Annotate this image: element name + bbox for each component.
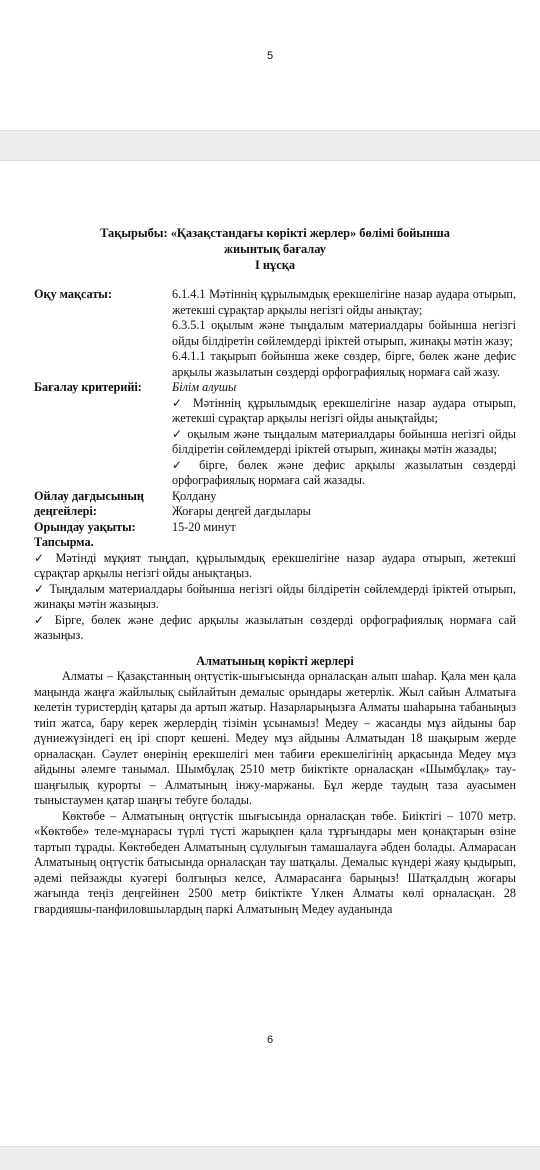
duration-label: Орындау уақыты: xyxy=(34,519,136,534)
duration-value: 15-20 минут xyxy=(172,519,236,534)
passage-paragraph: Көктөбе – Алматының оңтүстік шығысында орналасқан төбе. Биіктігі – 1070 метр. «Көктөбе» теле-мұнарасы түрлі түсті жарықпен қала тұрғындары мен қонақтарын өзіне тартып тұрады. Көктөбеден Алматының сұлулығын тамашалауға әбден болады. Алмарасан Алматының оңтүстік батысында орналасқан тау шатқалы. Демалыс күндері жаяу қыдырып, әдемі пейзажды куәгері болғыңыз келсе, Алмарасанға барыңыз! Шатқалдың жоғары жағында теңіз деңгейінен 2500 метр биіктікте Үлкен Алматы көлі орналасқан. 28 гвардияшы-панфиловшылардың паркі Алматының Медеу ауданында xyxy=(34,808,516,916)
thinking-level-value: Қолдану xyxy=(172,488,217,503)
learning-goal-item: 6.3.5.1 оқылым және тыңдалым материалдары бойынша негізгі ойды білдіретін сөйлемдерді іріктей отырып, жинақы мәтін жазу; xyxy=(172,318,516,348)
criteria-item: ✓ оқылым және тыңдалым материалдары бойынша негізгі ойды білдіретін сөйлемдерді іріктей отырып, жинақы мәтін жазады; xyxy=(172,426,516,456)
title-line-3: І нұсқа xyxy=(254,258,296,272)
thinking-level-value: Жоғары деңгей дағдылары xyxy=(172,504,311,518)
thinking-levels-row xyxy=(34,489,516,520)
thinking-levels-values xyxy=(172,489,516,520)
thinking-levels-label-line-1: Ойлау дағдысының xyxy=(34,488,144,503)
previous-page xyxy=(0,0,540,131)
learning-goal-item: 6.4.1.1 тақырып бойынша жеке сөздер, бірге, бөлек және дефис арқылы жазылатын сөздерді орфографиялық нормаға сай жазу. xyxy=(172,349,516,379)
task-item: ✓ Тыңдалым материалдары бойынша негізгі ойды білдіретін сөйлемдерді іріктей отырып, жинақы мәтін жазыңыз. xyxy=(34,581,516,611)
thinking-levels-label xyxy=(34,489,172,520)
criteria-list xyxy=(172,380,516,489)
page-content xyxy=(34,161,516,917)
learning-goals-list xyxy=(172,287,516,380)
task-label: Тапсырма. xyxy=(34,535,94,549)
task-item: ✓ Мәтінді мұқият тыңдап, құрылымдық ерекшелігіне назар аудара отырып, жетекші сұрақтар арқылы негізгі ойды анықтаңыз. xyxy=(34,550,516,580)
learning-goals-label: Оқу мақсаты: xyxy=(34,287,112,301)
criteria-item: ✓ Мәтіннің құрылымдық ерекшелігіне назар аудара отырып, жетекші сұрақтар арқылы негізгі ойды анықтайды; xyxy=(172,395,516,425)
document-title xyxy=(34,225,516,273)
passage-paragraph: Алматы – Қазақстанның оңтүстік-шығысында орналасқан алып шаһар. Қала мен қала маңында жаңға жайлылық сыйлайтын демалыс орындары жетерлік. Жыл сайын Алматыға келетін туристердің қатары да артып жатыр. Назарларыңызға Алматы шаһарына табаныңыз тиіп жатса, бару керек жерлердің тізімін ұсынамыз! Медеу – жасанды мұз айдыны бар дүниежүзіндегі ең ірі спорт кешені. Медеу мұз айдыны Алматыдан 18 шақырым жерде орналасқан. Сәулет өнерінің ерекшелігі мен табиғи ерекшелігінің арқасында Медеу мұз айдыны әлемге танымал. Шымбұлақ 2510 метр биіктікте орналасқан «Шымбұлақ» тау-шаңғылық курорты – Алматының інжу-маржаны. Бұл жерде таудың таза ауасымен тыныстаумен қатар шаңғы тебуге болады. xyxy=(34,669,516,807)
title-line-2: жиынтық бағалау xyxy=(224,242,326,256)
criteria-label: Бағалау критерийі: xyxy=(34,380,142,394)
criteria-item: ✓ бірге, бөлек және дефис арқылы жазылатын сөздерді орфографиялық нормаға сай жазады. xyxy=(172,457,516,487)
learning-goal-item: 6.1.4.1 Мәтіннің құрылымдық ерекшелігіне назар аудара отырып, жетекші сұрақтар арқылы негізгі ойды анықтау; xyxy=(172,287,516,317)
criteria-row xyxy=(34,380,516,489)
thinking-levels-label-line-2: деңгейлері: xyxy=(34,504,97,518)
title-line-1: Тақырыбы: «Қазақстандағы көрікті жерлер» бөлімі бойынша xyxy=(100,226,450,240)
page-number-bottom: 6 xyxy=(266,1034,274,1046)
passage-title: Алматының көрікті жерлері xyxy=(196,653,354,668)
page-number-top: 5 xyxy=(266,50,274,62)
task-item: ✓ Бірге, бөлек және дефис арқылы жазылатын сөздерді орфографиялық нормаға сай жазыңыз. xyxy=(34,612,516,642)
criteria-heading: Білім алушы xyxy=(172,380,237,394)
duration-row xyxy=(34,520,516,536)
learning-goals-row xyxy=(34,287,516,380)
document-page xyxy=(0,160,540,1147)
